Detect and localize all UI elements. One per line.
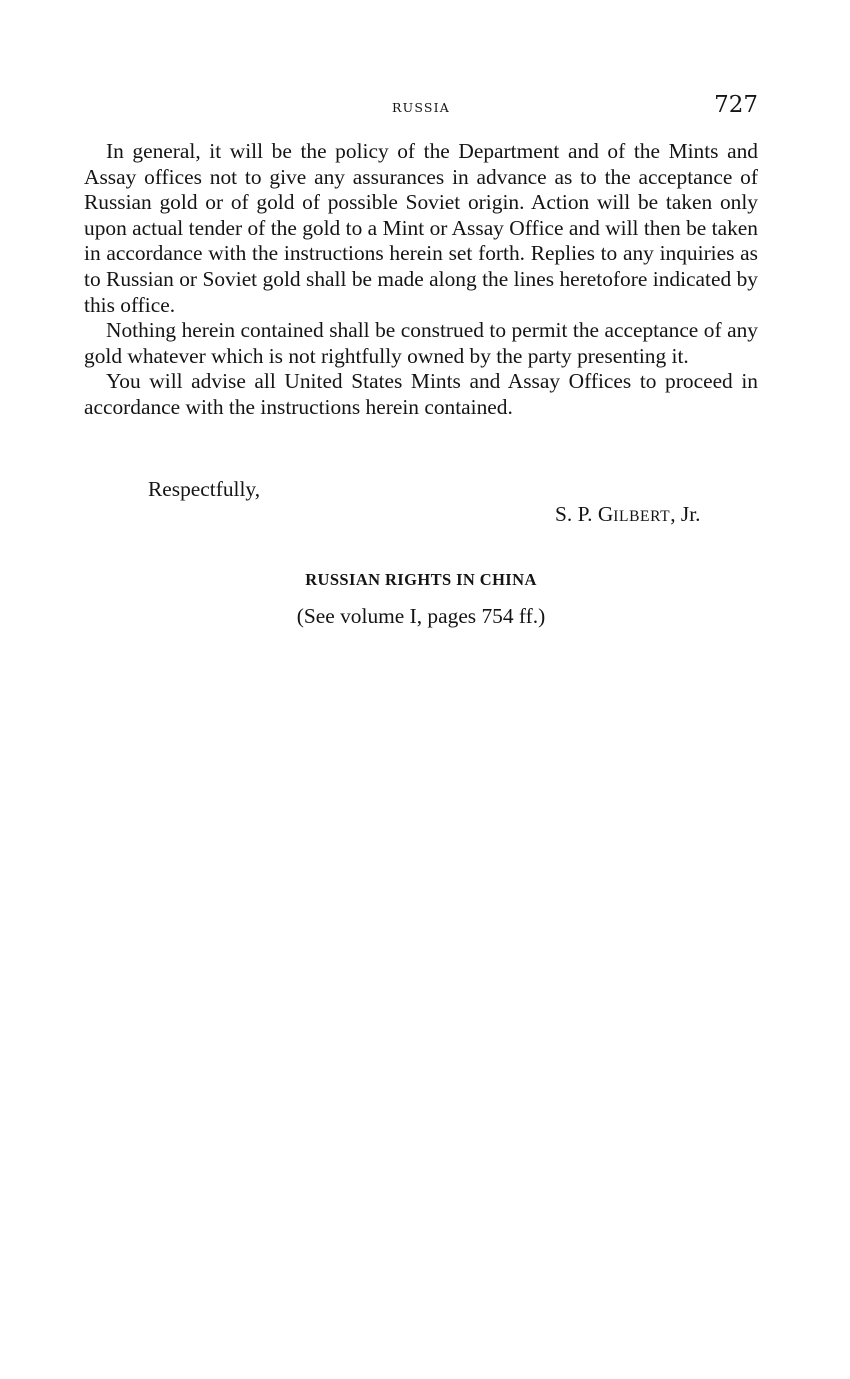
paragraph-ownership: Nothing herein contained shall be construed to permit the acceptance of any gold whatever which is not rightfully owned by the party presenting it. [84,318,758,368]
cross-reference: (See volume I, pages 754 ff.) [296,604,546,628]
paragraph-instructions: You will advise all United States Mints and Assay Offices to proceed in accordance with the instructions herein contained. [84,369,758,419]
signature-initials: S. P. [555,502,593,526]
paragraph-policy: In general, it will be the policy of the Department and of the Mints and Assay offices not to give any assurances in advance as to the acceptance of Russian gold or of gold of possible Soviet origin. Action will be taken only upon actual tender of the gold to a Mint or Assay Office and will then be taken in accordance with the instructions herein set forth. Replies to any inquiries as to Russian or Soviet gold shall be made along the lines heretofore indicated by this office. [84,139,758,317]
signature-suffix: , Jr. [670,502,701,526]
page-number: 727 [714,92,758,118]
section-heading: RUSSIAN RIGHTS IN CHINA [305,570,537,589]
letter-body [84,139,758,421]
closing-salutation: Respectfully, [148,477,261,501]
signature [555,502,701,527]
signature-surname-rest: ILBERT [613,508,671,525]
running-title: RUSSIA [391,100,451,115]
signature-surname-initial: G [597,502,614,526]
running-head [84,92,758,122]
